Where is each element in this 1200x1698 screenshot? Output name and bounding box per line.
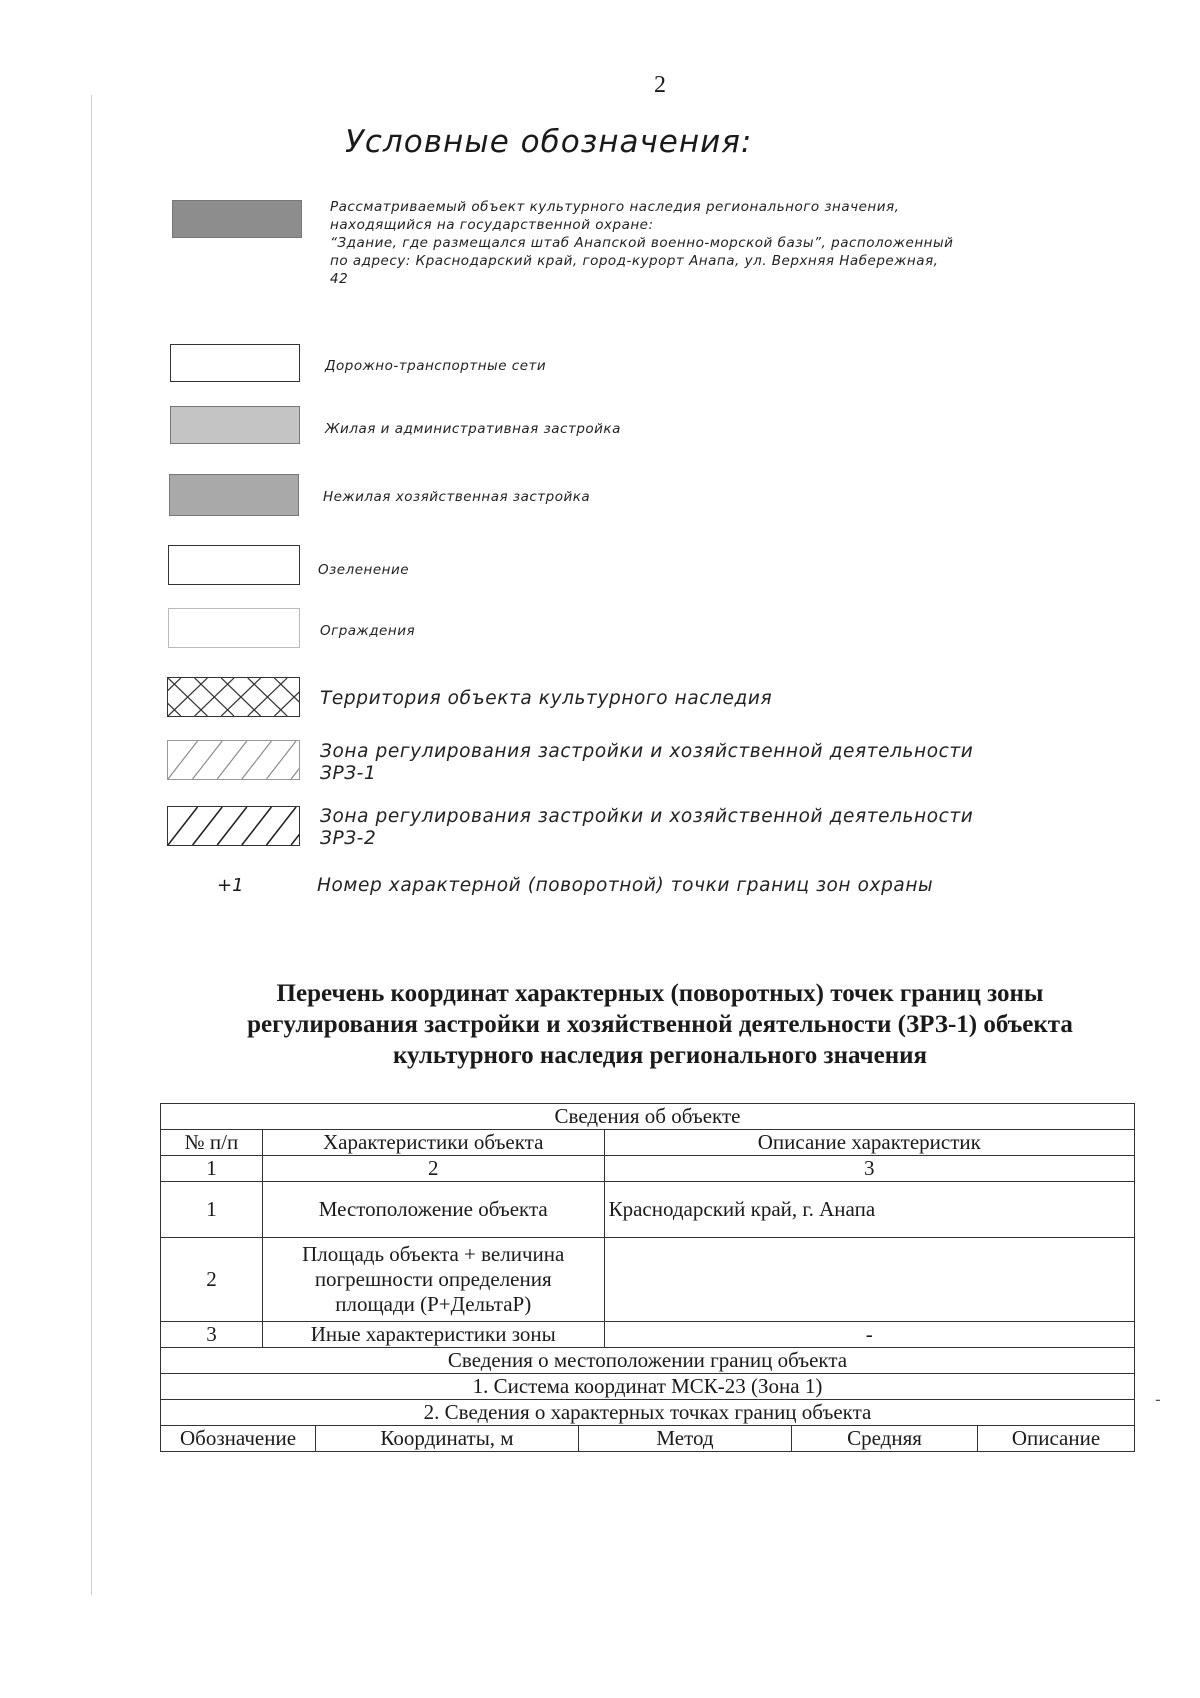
zrz1-label-line: Зона регулирования застройки и хозяйственной деятельности bbox=[320, 741, 974, 762]
legend-item-fences bbox=[0, 608, 1200, 668]
nonresidential-swatch bbox=[169, 474, 299, 516]
legend-item-greenery bbox=[0, 545, 1200, 605]
header-num: № п/п bbox=[161, 1130, 263, 1156]
section-location: Сведения о местоположении границ объекта bbox=[161, 1348, 1135, 1374]
legend-item-territory bbox=[0, 677, 1200, 737]
section-system-row bbox=[161, 1374, 1135, 1400]
heading-line: регулирования застройки и хозяйственной деятельности (ЗРЗ-1) объекта bbox=[247, 1011, 1073, 1038]
row-num: 2 bbox=[161, 1238, 263, 1322]
row-value bbox=[604, 1238, 1134, 1322]
row-name-line: погрешности определения bbox=[314, 1267, 552, 1291]
table-row bbox=[161, 1322, 1135, 1348]
header-characteristics: Характеристики объекта bbox=[262, 1130, 604, 1156]
nonresidential-label: Нежилая хозяйственная застройка bbox=[323, 489, 591, 505]
legend-item-zrz1 bbox=[0, 740, 1200, 800]
row-name: Местоположение объекта bbox=[262, 1182, 604, 1238]
legend-item-residential bbox=[0, 406, 1200, 466]
legend-item-object bbox=[0, 199, 1200, 287]
residential-label: Жилая и административная застройка bbox=[325, 421, 621, 437]
row-num: 1 bbox=[161, 1182, 263, 1238]
zrz2-code: ЗРЗ-2 bbox=[320, 828, 377, 849]
col-number: 3 bbox=[604, 1156, 1134, 1182]
points-header-coordinates: Координаты, м bbox=[316, 1426, 579, 1451]
object-desc-line: по адресу: Краснодарский край, город-курорт Анапа, ул. Верхняя Набережная, bbox=[330, 253, 939, 269]
row-name-line: площади (Р+ДельтаР) bbox=[335, 1292, 532, 1316]
zrz2-swatch bbox=[167, 806, 300, 846]
point-marker-symbol: +1 bbox=[217, 875, 244, 896]
row-value: Краснодарский край, г. Анапа bbox=[604, 1182, 1134, 1238]
object-desc-line: находящийся на государственной охране: bbox=[330, 217, 654, 233]
table-title: Сведения об объекте bbox=[161, 1104, 1135, 1130]
col-number: 2 bbox=[262, 1156, 604, 1182]
coordinates-list-heading bbox=[170, 978, 1150, 1071]
page-number: 2 bbox=[654, 72, 666, 98]
points-header-designation: Обозначение bbox=[161, 1426, 316, 1451]
table-row bbox=[161, 1238, 1135, 1322]
object-info-table bbox=[160, 1103, 1135, 1452]
object-swatch bbox=[172, 200, 302, 238]
zrz2-label bbox=[320, 806, 973, 850]
points-header-average: Средняя bbox=[792, 1426, 978, 1451]
section-points: 2. Сведения о характерных точках границ объекта bbox=[161, 1400, 1135, 1426]
legend-item-point bbox=[0, 870, 1200, 930]
row-num: 3 bbox=[161, 1322, 263, 1348]
fences-label: Ограждения bbox=[320, 623, 416, 639]
territory-label: Территория объекта культурного наследия bbox=[320, 688, 773, 709]
col-number: 1 bbox=[161, 1156, 263, 1182]
side-mark: - bbox=[1155, 1390, 1161, 1409]
zrz2-label-line: Зона регулирования застройки и хозяйственной деятельности bbox=[320, 806, 974, 827]
table-title-row bbox=[161, 1104, 1135, 1130]
greenery-label: Озеленение bbox=[318, 562, 410, 578]
heading-line: культурного наследия регионального значения bbox=[392, 1042, 928, 1069]
fences-swatch bbox=[168, 608, 300, 648]
object-desc-line: 42 bbox=[330, 271, 349, 287]
header-description: Описание характеристик bbox=[604, 1130, 1134, 1156]
points-header-description: Описание bbox=[1011, 1426, 1101, 1450]
point-label: Номер характерной (поворотной) точки границ зон охраны bbox=[317, 875, 934, 896]
zrz1-code: ЗРЗ-1 bbox=[320, 763, 377, 784]
row-name-line: Площадь объекта + величина bbox=[302, 1242, 565, 1266]
row-value: - bbox=[604, 1322, 1134, 1348]
heading-line: Перечень координат характерных (поворотных) точек границ зоны bbox=[276, 980, 1044, 1007]
column-number-row bbox=[161, 1156, 1135, 1182]
legend-item-roads bbox=[0, 344, 1200, 404]
roads-label: Дорожно-транспортные сети bbox=[325, 358, 547, 374]
points-header-row bbox=[161, 1426, 1135, 1452]
row-name: Иные характеристики зоны bbox=[262, 1322, 604, 1348]
territory-swatch bbox=[167, 677, 300, 717]
object-desc-line: Рассматриваемый объект культурного наследия регионального значения, bbox=[330, 199, 900, 215]
points-header-method: Метод bbox=[579, 1426, 792, 1451]
greenery-swatch bbox=[168, 545, 300, 585]
legend-title: Условные обозначения: bbox=[345, 124, 753, 160]
legend-item-nonresidential bbox=[0, 474, 1200, 534]
zrz1-swatch bbox=[167, 740, 300, 780]
section-system: 1. Система координат МСК-23 (Зона 1) bbox=[161, 1374, 1135, 1400]
table-row bbox=[161, 1182, 1135, 1238]
section-points-row bbox=[161, 1400, 1135, 1426]
points-header-cell bbox=[161, 1426, 1135, 1452]
row-name bbox=[262, 1238, 604, 1322]
residential-swatch bbox=[170, 406, 300, 444]
legend-item-zrz2 bbox=[0, 806, 1200, 866]
object-description bbox=[330, 198, 1050, 288]
object-desc-line: “Здание, где размещался штаб Анапской военно-морской базы”, расположенный bbox=[330, 235, 954, 251]
section-location-row bbox=[161, 1348, 1135, 1374]
zrz1-label bbox=[320, 741, 973, 785]
points-header bbox=[161, 1426, 1134, 1451]
roads-swatch bbox=[170, 344, 300, 382]
table-header-row bbox=[161, 1130, 1135, 1156]
